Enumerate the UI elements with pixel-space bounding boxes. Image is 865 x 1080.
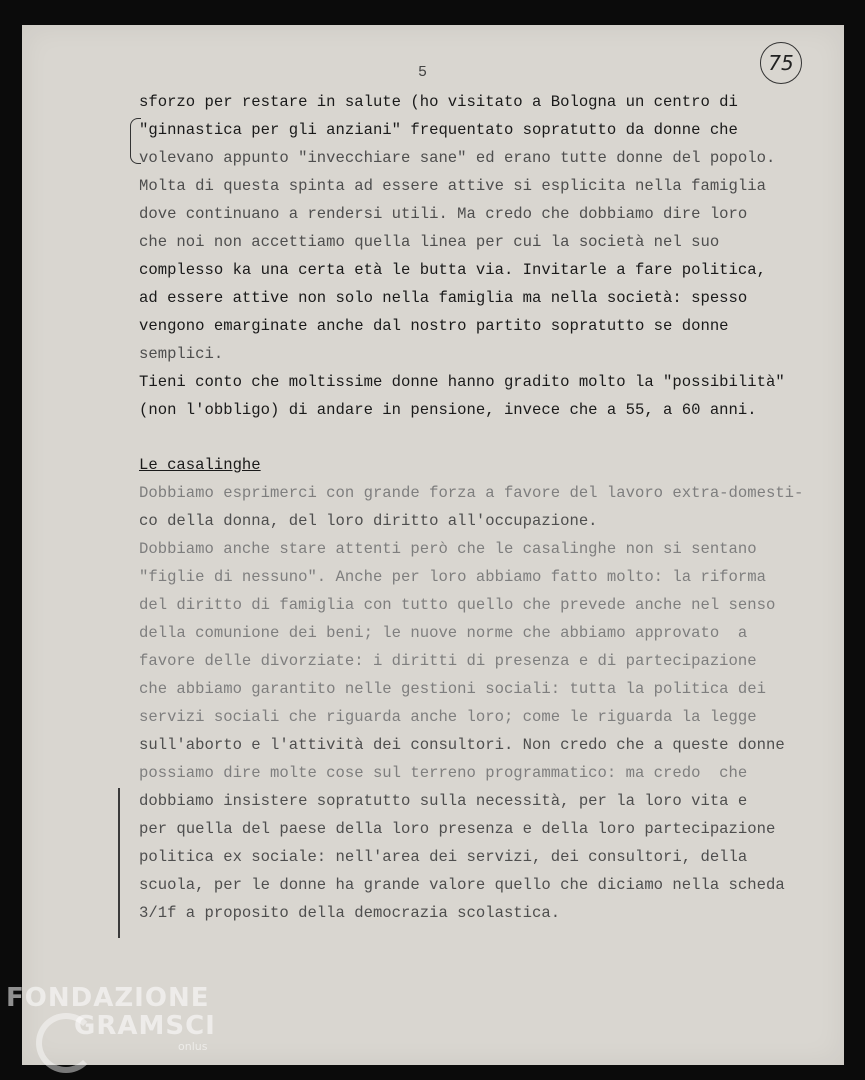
watermark-logo (6, 985, 216, 1052)
text-line: (non l'obbligo) di andare in pensione, invece che a 55, a 60 anni. (139, 401, 757, 419)
logo-g-icon (36, 1013, 96, 1073)
watermark-line: onlus (178, 1040, 208, 1053)
watermark-line: GRAMSCI (74, 1011, 216, 1041)
page-number: 5 (418, 64, 428, 81)
text-line: favore delle divorziate: i diritti di presenza e di partecipazione (139, 652, 757, 670)
handwritten-margin-line (118, 788, 120, 938)
text-line: del diritto di famiglia con tutto quello che prevede anche nel senso (139, 596, 776, 614)
text-line: vengono emarginate anche dal nostro partito sopratutto se donne (139, 317, 729, 335)
text-line: "figlie di nessuno". Anche per loro abbiamo fatto molto: la riforma (139, 568, 766, 586)
text-line: dobbiamo insistere sopratutto sulla necessità, per la loro vita e (139, 792, 748, 810)
text-line: dove continuano a rendersi utili. Ma credo che dobbiamo dire loro (139, 205, 748, 223)
section-heading: Le casalinghe (139, 456, 261, 474)
text-line: sforzo per restare in salute (ho visitato a Bologna un centro di (139, 93, 738, 111)
text-line: servizi sociali che riguarda anche loro; come le riguarda la legge (139, 708, 757, 726)
text-line: politica ex sociale: nell'area dei servizi, dei consultori, della (139, 848, 748, 866)
text-line: Molta di questa spinta ad essere attive si esplicita nella famiglia (139, 177, 766, 195)
watermark-line: FONDAZIONE (6, 983, 210, 1013)
text-line: per quella del paese della loro presenza e della loro partecipazione (139, 820, 776, 838)
archive-number-circle: 75 (760, 42, 802, 84)
text-line: semplici. (139, 345, 224, 363)
text-line: scuola, per le donne ha grande valore quello che diciamo nella scheda (139, 876, 785, 894)
text-line: "ginnastica per gli anziani" frequentato sopratutto da donne che (139, 121, 738, 139)
text-line: possiamo dire molte cose sul terreno programmatico: ma credo che (139, 764, 748, 782)
text-line: volevano appunto "invecchiare sane" ed erano tutte donne del popolo. (139, 149, 776, 167)
text-line: co della donna, del loro diritto all'occupazione. (139, 512, 598, 530)
text-line: Dobbiamo anche stare attenti però che le casalinghe non si sentano (139, 540, 757, 558)
text-line: che abbiamo garantito nelle gestioni sociali: tutta la politica dei (139, 680, 766, 698)
text-line: che noi non accettiamo quella linea per cui la società nel suo (139, 233, 720, 251)
text-line: della comunione dei beni; le nuove norme che abbiamo approvato a (139, 624, 748, 642)
text-line: ad essere attive non solo nella famiglia ma nella società: spesso (139, 289, 748, 307)
text-line: Dobbiamo esprimerci con grande forza a favore del lavoro extra-domesti- (139, 484, 804, 502)
text-line: complesso ka una certa età le butta via. Invitarle a fare politica, (139, 261, 766, 279)
text-line: 3/1f a proposito della democrazia scolastica. (139, 904, 561, 922)
text-line: sull'aborto e l'attività dei consultori. Non credo che a queste donne (139, 736, 785, 754)
text-line: Tieni conto che moltissime donne hanno gradito molto la "possibilità" (139, 373, 785, 391)
